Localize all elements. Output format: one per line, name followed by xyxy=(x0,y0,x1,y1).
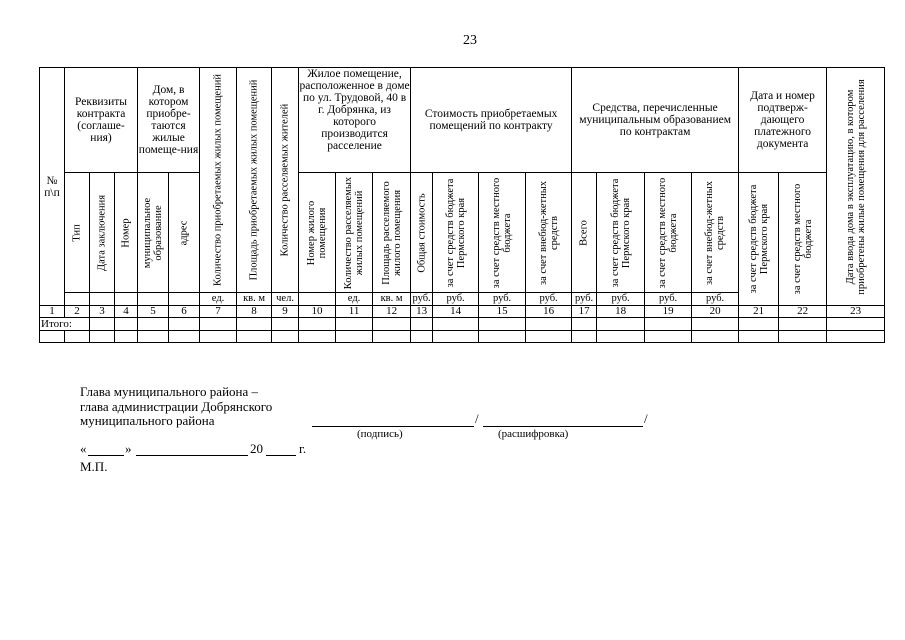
signature-slash: / xyxy=(475,411,479,426)
header-cost: Стоимость приобретаемых помещений по контракту xyxy=(411,68,572,173)
unit-cell: руб. xyxy=(412,293,431,304)
unit-cell: руб. xyxy=(645,293,692,306)
unit-cell: кв. м xyxy=(373,293,411,306)
unit-cell: чел. xyxy=(272,293,299,306)
unit-cell: руб. xyxy=(572,293,597,306)
header-payment: Дата и номер подтверж-дающего платежного документа xyxy=(739,68,827,173)
date-open-quote: « xyxy=(80,441,87,456)
col-number: 1 xyxy=(40,306,65,318)
column-number-row xyxy=(40,306,885,318)
stamp-label: М.П. xyxy=(80,459,108,474)
header-contract: Реквизиты контракта (соглаше-ния) xyxy=(65,68,138,173)
col-number: 17 xyxy=(572,306,597,318)
col-number: 19 xyxy=(645,306,692,318)
header-dwelling-count: Количество расселяемых жилых помещений xyxy=(336,173,373,293)
date-close-quote: » xyxy=(125,441,132,456)
header-funds-local: за счет средств местного бюджета xyxy=(645,173,692,293)
header-cost-extra: за счет внебюд-жетных средств xyxy=(526,173,572,293)
date-month-line xyxy=(136,455,248,456)
header-house: Дом, в котором приобре-таются жилые помеще-ния xyxy=(138,68,200,173)
unit-cell: руб. xyxy=(433,293,479,306)
signer-title-line3: муниципального района xyxy=(80,413,215,428)
unit-cell: руб. xyxy=(692,293,739,306)
header-municipal: муниципальное образование xyxy=(138,173,169,293)
col-number: 13 xyxy=(411,306,433,318)
header-dwelling-number: Номер жилого помещения xyxy=(299,173,336,293)
header-area-acquired: Площадь приобретаемых жилых помещений xyxy=(237,68,272,293)
unit-cell: ед. xyxy=(336,293,373,306)
decode-caption: (расшифровка) xyxy=(498,428,569,440)
decode-line xyxy=(483,426,643,427)
col-number: 11 xyxy=(336,306,373,318)
unit-cell: ед. xyxy=(200,293,237,306)
header-count-acquired: Количество приобретаемых жилых помещений xyxy=(200,68,237,293)
col-number: 18 xyxy=(597,306,645,318)
signature-caption: (подпись) xyxy=(357,428,403,440)
total-label: Итого: xyxy=(40,318,90,331)
col-number: 4 xyxy=(115,306,138,318)
blank-row xyxy=(40,331,885,343)
col-number: 16 xyxy=(526,306,572,318)
col-number: 6 xyxy=(169,306,200,318)
header-cost-region: за счет средств бюджета Пермского края xyxy=(433,173,479,293)
signer-title-line1: Глава муниципального района – xyxy=(80,384,259,399)
header-funds-extra: за счет внебюд-жетных средств xyxy=(692,173,739,293)
header-cost-local: за счет средств местного бюджета xyxy=(479,173,526,293)
col-number: 2 xyxy=(65,306,90,318)
date-year-line xyxy=(266,455,296,456)
header-dwelling-area: Площадь расселяемого жилого помещения xyxy=(373,173,411,293)
decode-slash: / xyxy=(644,411,648,426)
col-number: 5 xyxy=(138,306,169,318)
col-number: 15 xyxy=(479,306,526,318)
unit-cell: руб. xyxy=(526,293,572,306)
col-number: 8 xyxy=(237,306,272,318)
signature-line xyxy=(312,426,474,427)
data-table xyxy=(39,67,885,343)
unit-cell: руб. xyxy=(479,293,526,306)
header-funds: Средства, перечисленные муниципальным образованием по контрактам xyxy=(572,68,739,173)
header-date: Дата заключения xyxy=(90,173,115,293)
date-day-line xyxy=(88,455,124,456)
header-pay-local: за счет средств местного бюджета xyxy=(779,173,827,306)
unit-cell xyxy=(299,293,336,306)
header-number: Номер xyxy=(115,173,138,293)
signer-title-line2: глава администрации Добрянского xyxy=(80,399,273,414)
page-number: 23 xyxy=(463,33,477,48)
col-number: 9 xyxy=(272,306,299,318)
header-dwelling: Жилое помещение, расположенное в доме по ул. Трудовой, 40 в г. Добрянка, из которого производится расселение xyxy=(299,68,411,173)
header-num: № п\п xyxy=(40,68,65,306)
header-pay-region: за счет средств бюджета Пермского края xyxy=(739,173,779,306)
unit-cell: руб. xyxy=(597,293,645,306)
col-number: 12 xyxy=(373,306,411,318)
col-number: 10 xyxy=(299,306,336,318)
col-number: 22 xyxy=(779,306,827,318)
header-cost-total: Общая стоимость xyxy=(411,173,433,293)
header-commission-date: Дата ввода дома в эксплуатацию, в котором приобретены жилые помещения для расселения xyxy=(827,68,885,306)
header-address: адрес xyxy=(169,173,200,293)
date-suffix: г. xyxy=(299,441,307,456)
header-type: Тип xyxy=(65,173,90,293)
header-count-residents: Количество расселяемых жителей xyxy=(272,68,299,293)
col-number: 21 xyxy=(739,306,779,318)
header-funds-total: Всего xyxy=(572,173,597,293)
col-number: 20 xyxy=(692,306,739,318)
unit-cell: кв. м xyxy=(237,293,272,306)
total-row xyxy=(40,318,885,331)
col-number: 23 xyxy=(827,306,885,318)
col-number: 3 xyxy=(90,306,115,318)
col-number: 14 xyxy=(433,306,479,318)
header-funds-region: за счет средств бюджета Пермского края xyxy=(597,173,645,293)
col-number: 7 xyxy=(200,306,237,318)
date-year-prefix: 20 xyxy=(250,441,263,456)
